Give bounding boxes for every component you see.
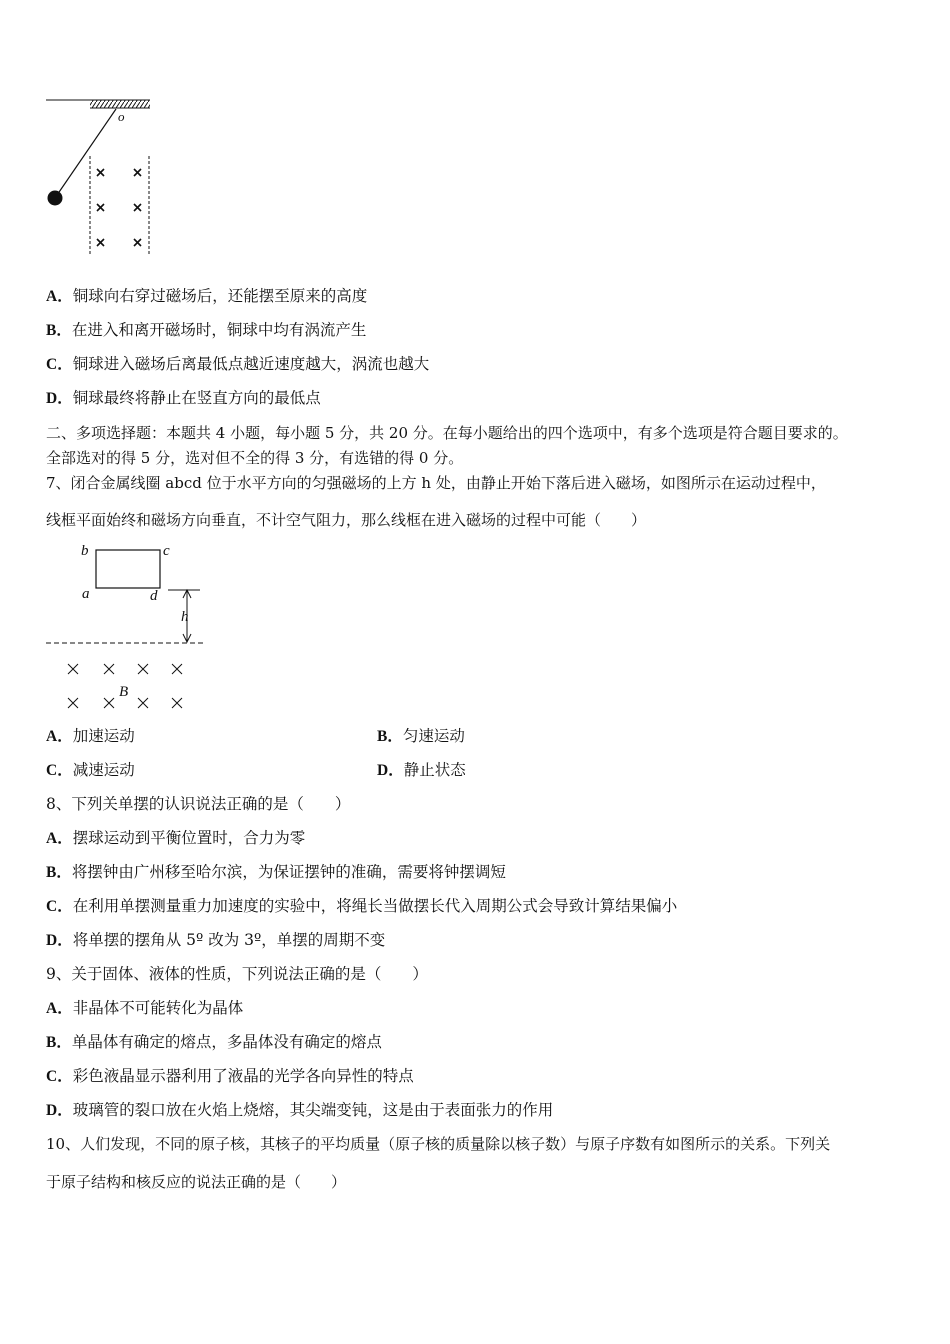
pivot-label: o (118, 109, 125, 124)
coil-label-d: d (150, 588, 158, 604)
q7-option-a: A．加速运动 (46, 727, 135, 745)
height-label-h: h (181, 609, 189, 625)
q7-stem-line2: 线框平面始终和磁场方向垂直，不计空气阻力，那么线框在进入磁场的过程中可能（ ） (46, 511, 647, 529)
section2-line1: 二、多项选择题：本题共 4 小题，每小题 5 分，共 20 分。在每小题给出的四个选项中，有多个选项是符合题目要求的。 (46, 424, 848, 442)
section2-line2: 全部选对的得 5 分，选对但不全的得 3 分，有选错的得 0 分。 (46, 449, 464, 467)
q9-option-b: B．单晶体有确定的熔点，多晶体没有确定的熔点 (46, 1033, 382, 1051)
q8-option-b: B．将摆钟由广州移至哈尔滨，为保证摆钟的准确，需要将钟摆调短 (46, 863, 506, 881)
q8-option-a: A．摆球运动到平衡位置时，合力为零 (46, 829, 306, 847)
coil-label-b: b (81, 543, 89, 559)
coil-label-a: a (82, 586, 90, 602)
coil-frame (96, 550, 160, 588)
pendulum-figure (40, 96, 160, 256)
field-label-B: B (119, 684, 129, 700)
q9-option-a: A．非晶体不可能转化为晶体 (46, 999, 244, 1017)
q8-option-c: C．在利用单摆测量重力加速度的实验中，将绳长当做摆长代入周期公式会导致计算结果偏小 (46, 897, 678, 915)
coil-figure (44, 538, 214, 718)
q10-stem-line1: 10、人们发现，不同的原子核，其核子的平均质量（原子核的质量除以核子数）与原子序数有如图所示的关系。下列关 (46, 1135, 831, 1153)
q9-option-d: D．玻璃管的裂口放在火焰上烧熔，其尖端变钝，这是由于表面张力的作用 (46, 1101, 554, 1119)
q6-option-d: D．铜球最终将静止在竖直方向的最低点 (46, 389, 321, 407)
q7-stem-line1: 7、闭合金属线圈 abcd 位于水平方向的匀强磁场的上方 h 处，由静止开始下落后进入磁场，如图所示在运动过程中， (46, 474, 826, 492)
q8-option-d: D．将单摆的摆角从 5º 改为 3º，单摆的周期不变 (46, 931, 386, 949)
coil-label-c: c (163, 543, 170, 559)
q6-option-c: C．铜球进入磁场后离最低点越近速度越大，涡流也越大 (46, 355, 430, 373)
q8-stem: 8、下列关单摆的认识说法正确的是（ ） (46, 795, 351, 813)
q7-option-c: C．减速运动 (46, 761, 135, 779)
q9-stem: 9、关于固体、液体的性质，下列说法正确的是（ ） (46, 965, 428, 983)
q6-option-a: A．铜球向右穿过磁场后，还能摆至原来的高度 (46, 287, 368, 305)
q7-option-b: B．匀速运动 (377, 727, 465, 745)
q6-option-b: B．在进入和离开磁场时，铜球中均有涡流产生 (46, 321, 367, 339)
q10-stem-line2: 于原子结构和核反应的说法正确的是（ ） (46, 1173, 347, 1191)
magnetic-field-crosses (97, 169, 141, 246)
q7-option-d: D．静止状态 (377, 761, 466, 779)
copper-ball (48, 191, 63, 206)
q9-option-c: C．彩色液晶显示器利用了液晶的光学各向异性的特点 (46, 1067, 414, 1085)
